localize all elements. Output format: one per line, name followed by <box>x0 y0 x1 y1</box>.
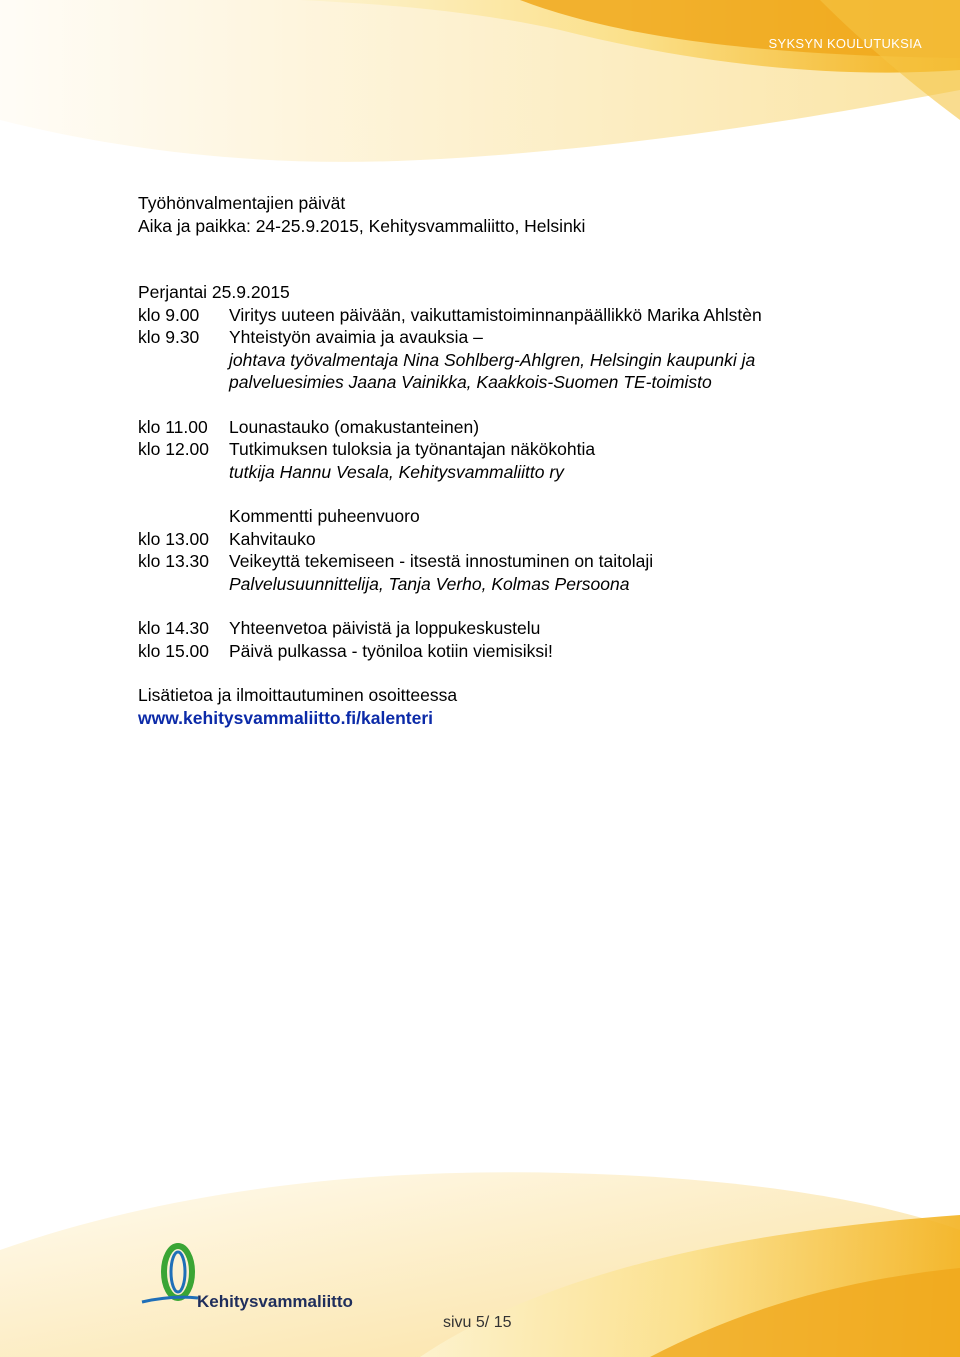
schedule-text: Veikeyttä tekemiseen - itsestä innostuminen on taitolaji <box>229 551 654 571</box>
schedule-item <box>138 438 858 461</box>
schedule-speaker: Palvelusuunnittelija, Tanja Verho, Kolmas Persoona <box>229 573 630 594</box>
page-number: sivu 5/ 15 <box>443 1314 512 1331</box>
schedule-item <box>138 617 858 640</box>
schedule-time: klo 9.00 <box>138 304 200 325</box>
schedule-speaker: tutkija Hannu Vesala, Kehitysvammaliitto ry <box>229 461 564 482</box>
schedule-text: Päivä pulkassa - työniloa kotiin viemisiksi! <box>229 640 553 661</box>
schedule-text: Viritys uuteen päivään, vaikuttamistoiminnanpäällikkö Marika Ahlstèn <box>229 304 762 325</box>
schedule-speaker: palveluesimies Jaana Vainikka, Kaakkois-Suomen TE-toimisto <box>229 372 712 392</box>
schedule-note: Kommentti puheenvuoro <box>229 506 420 526</box>
schedule-speaker: johtava työvalmentaja Nina Sohlberg-Ahlgren, Helsingin kaupunki ja <box>229 349 756 370</box>
schedule-text: Tutkimuksen tuloksia ja työnantajan näkökohtia <box>229 439 596 459</box>
schedule-time: klo 13.00 <box>138 528 210 549</box>
event-place: Aika ja paikka: 24-25.9.2015, Kehitysvammaliitto, Helsinki <box>138 215 586 236</box>
schedule-item <box>138 416 858 439</box>
schedule-time: klo 14.30 <box>138 618 210 638</box>
schedule-item <box>138 304 858 327</box>
info-text: Lisätietoa ja ilmoittautuminen osoitteessa <box>138 685 458 705</box>
day-heading: Perjantai 25.9.2015 <box>138 282 290 302</box>
organization-logo <box>140 1240 380 1320</box>
schedule-item <box>138 528 858 551</box>
logo-text: Kehitysvammaliitto <box>197 1292 353 1311</box>
schedule-time: klo 13.30 <box>138 551 210 571</box>
calendar-link[interactable]: www.kehitysvammaliitto.fi/kalenteri <box>138 707 434 728</box>
schedule-time: klo 9.30 <box>138 327 200 347</box>
schedule-time: klo 12.00 <box>138 439 210 459</box>
schedule-text: Lounastauko (omakustanteinen) <box>229 416 480 437</box>
event-title: Työhönvalmentajien päivät <box>138 193 346 213</box>
schedule-text: Kahvitauko <box>229 528 316 549</box>
header-tag: SYKSYN KOULUTUKSIA <box>768 36 922 51</box>
schedule-text: Yhteenvetoa päivistä ja loppukeskustelu <box>229 618 541 638</box>
schedule-time: klo 15.00 <box>138 640 210 661</box>
schedule-time: klo 11.00 <box>138 416 208 437</box>
document-body <box>138 192 858 729</box>
logo-mark-icon <box>140 1240 200 1310</box>
schedule-item <box>138 640 858 663</box>
schedule-item <box>138 550 858 573</box>
schedule-item <box>138 326 858 349</box>
schedule-text: Yhteistyön avaimia ja avauksia – <box>229 327 483 347</box>
